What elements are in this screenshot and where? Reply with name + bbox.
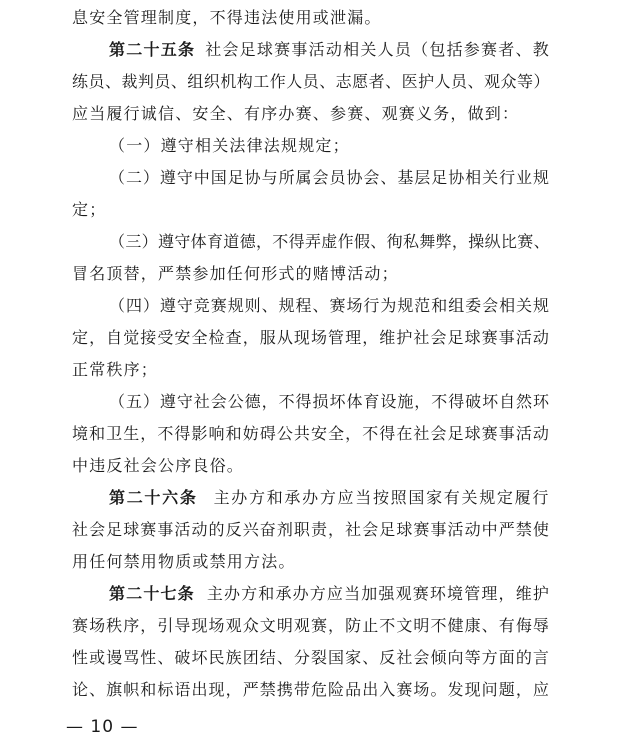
text-line: 第二十五条 社会足球赛事活动相关人员（包括参赛者、教: [109, 40, 551, 59]
article-heading: 第二十五条: [109, 40, 196, 59]
text-line: 定；: [72, 200, 107, 219]
text-line: （一）遵守相关法律法规规定；: [109, 136, 350, 155]
text-line: 第二十六条 主办方和承办方应当按照国家有关规定履行: [109, 488, 551, 507]
text-line: 社会足球赛事活动的反兴奋剂职责，社会足球赛事活动中严禁使: [72, 520, 550, 539]
text-line: 中违反社会公序良俗。: [72, 456, 245, 475]
text-line: 境和卫生，不得影响和妨碍公共安全，不得在社会足球赛事活动: [72, 424, 550, 443]
text-line: （五）遵守社会公德，不得损坏体育设施，不得破坏自然环: [109, 392, 550, 411]
text-line: （四）遵守竞赛规则、规程、赛场行为规范和组委会相关规: [109, 296, 550, 315]
page-number: — 10 —: [66, 717, 139, 737]
text-line: 冒名顶替，严禁参加任何形式的赌博活动；: [72, 264, 399, 283]
text-line: 第二十七条 主办方和承办方应当加强观赛环境管理，维护: [109, 584, 551, 603]
text-line: 应当履行诚信、安全、有序办赛、参赛、观赛义务，做到：: [72, 104, 520, 123]
text-line: 定，自觉接受安全检查，服从现场管理，维护社会足球赛事活动: [72, 328, 550, 347]
text-line: 性或谩骂性、破坏民族团结、分裂国家、反社会倾向等方面的言: [72, 648, 550, 667]
article-heading: 第二十六条: [109, 488, 198, 507]
text-line: 赛场秩序，引导现场观众文明观赛，防止不文明不健康、有侮辱: [72, 616, 550, 635]
text-line: 论、旗帜和标语出现，严禁携带危险品出入赛场。发现问题，应: [72, 680, 550, 699]
text-line: 练员、裁判员、组织机构工作人员、志愿者、医护人员、观众等）: [72, 72, 550, 91]
text-line: 用任何禁用物质或禁用方法。: [72, 552, 296, 571]
article-heading: 第二十七条: [109, 584, 195, 603]
text-line: 息安全管理制度，不得违法使用或泄漏。: [72, 8, 382, 27]
text-line: （三）遵守体育道德，不得弄虚作假、徇私舞弊，操纵比赛、: [109, 232, 550, 251]
text-line: 正常秩序；: [72, 360, 159, 379]
text-line: （二）遵守中国足协与所属会员协会、基层足协相关行业规: [109, 168, 550, 187]
